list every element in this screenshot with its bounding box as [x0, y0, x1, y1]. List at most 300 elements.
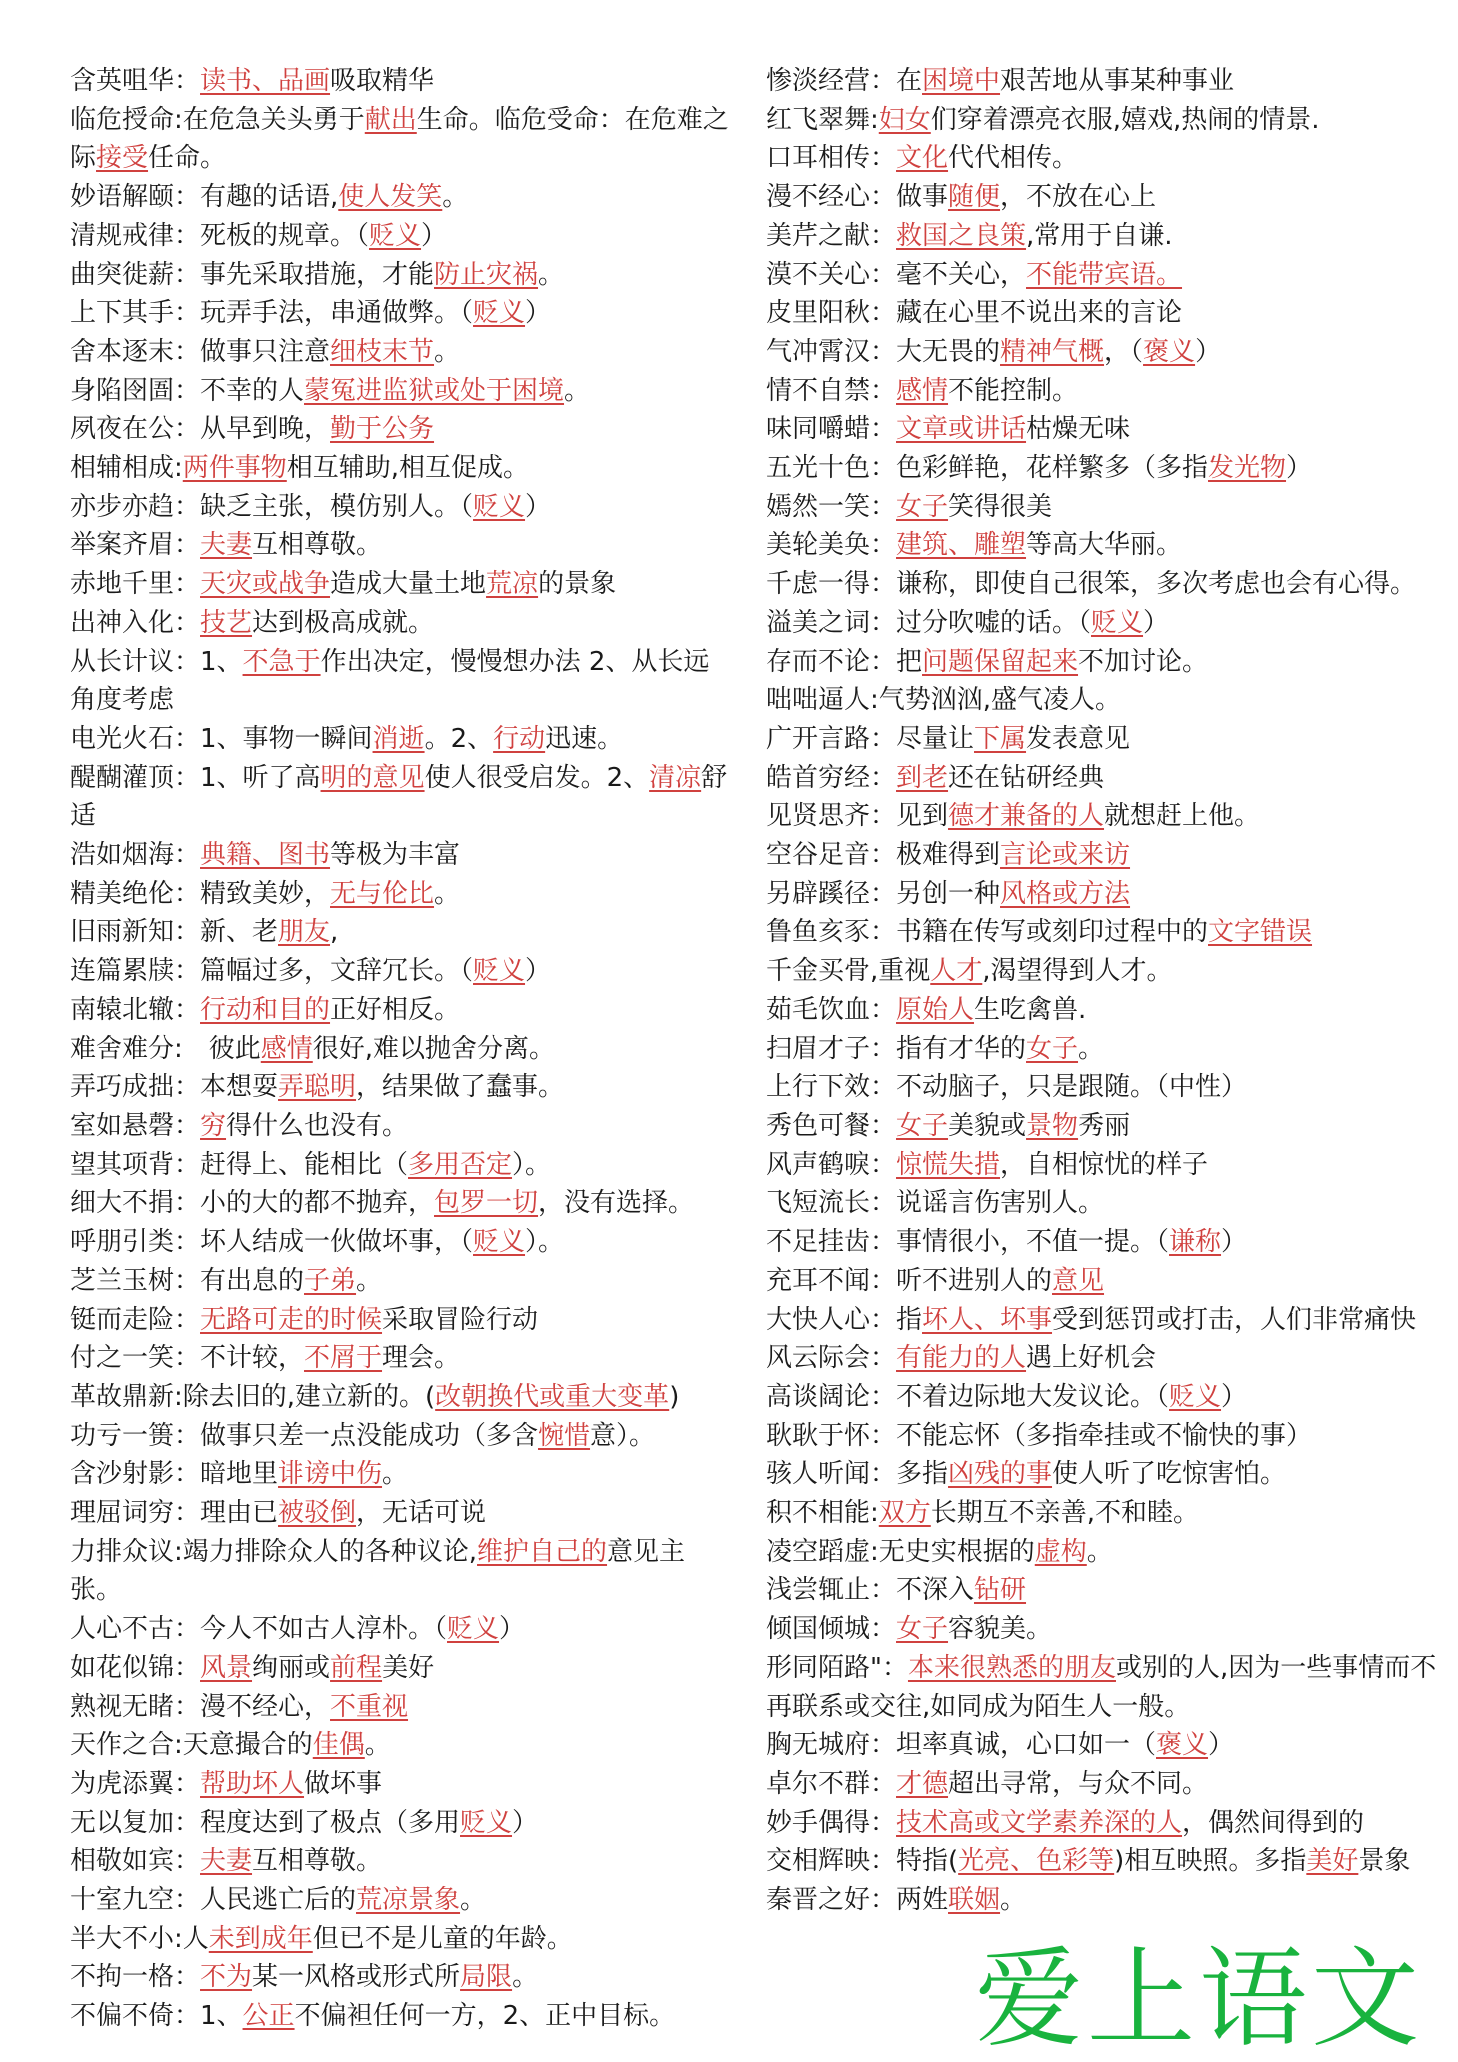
- idiom-entry: [766, 1339, 1438, 1378]
- entry-text: 出神入化：: [70, 607, 201, 638]
- idiom-entry: [766, 178, 1438, 217]
- entry-text: ): [669, 1381, 680, 1412]
- highlighted-keyword: 褒义: [1156, 1730, 1209, 1761]
- entry-text: ，偶然间得到的: [1182, 1807, 1365, 1838]
- entry-text: 气冲霄汉：大无畏的: [766, 336, 1001, 367]
- entry-text: 等极为丰富: [330, 840, 461, 871]
- idiom-entry: [766, 1417, 1438, 1456]
- highlighted-keyword: 贬义: [1169, 1381, 1222, 1412]
- entry-text: 但已不是儿童的年龄。: [312, 1923, 573, 1954]
- entry-text: 举案齐眉：: [70, 530, 201, 561]
- highlighted-keyword: 不为: [200, 1962, 253, 1993]
- highlighted-keyword: 贬义: [473, 956, 526, 987]
- idiom-entry: [70, 1068, 732, 1107]
- entry-text: ，不放在心上: [1000, 182, 1157, 213]
- entry-text: 赤地千里：: [70, 569, 201, 600]
- entry-text: ）: [525, 298, 552, 329]
- entry-text: 使人听了吃惊害怕。: [1052, 1459, 1287, 1490]
- idiom-entry: [766, 1184, 1438, 1223]
- entry-text: 五光十色：色彩鲜艳，花样繁多（多指: [766, 453, 1209, 484]
- entry-text: 秀丽: [1078, 1110, 1131, 1141]
- entry-text: 连篇累牍：篇幅过多，文辞冗长。（: [70, 956, 474, 987]
- entry-text: 人心不古：今人不如古人淳朴。（: [70, 1614, 448, 1645]
- highlighted-keyword: 文字错误: [1208, 917, 1313, 948]
- entry-text: 秦晋之好：两姓: [766, 1885, 949, 1916]
- idiom-entry: [766, 1494, 1438, 1533]
- idiom-entry: [70, 1997, 732, 2036]
- highlighted-keyword: 帮助坏人: [200, 1768, 305, 1799]
- highlighted-keyword: 行动: [493, 723, 546, 754]
- entry-text: 茹毛饮血：: [766, 994, 897, 1025]
- highlighted-keyword: 夫妻: [200, 1846, 253, 1877]
- idiom-entry: [70, 720, 732, 759]
- highlighted-keyword: 问题保留起来: [922, 646, 1079, 677]
- highlighted-keyword: 钻研: [974, 1575, 1027, 1606]
- entry-text: 铤而走险：: [70, 1304, 201, 1335]
- entry-text: 。: [442, 182, 469, 213]
- entry-text: 发表意见: [1026, 723, 1131, 754]
- entry-text: 千虑一得：谦称，即使自己很笨，多次考虑也会有心得。: [766, 569, 1417, 600]
- idiom-entry: [70, 1146, 732, 1185]
- entry-text: 们穿着漂亮衣服,嬉戏,热闹的情景.: [930, 104, 1320, 135]
- highlighted-keyword: 联姻: [948, 1885, 1001, 1916]
- entry-text: 理屈词穷：理由已: [70, 1498, 279, 1529]
- entry-text: 亦步亦趋：缺乏主张，模仿别人。（: [70, 491, 474, 522]
- entry-text: 互相尊敬。: [252, 1846, 383, 1877]
- highlighted-keyword: 不急于: [242, 646, 321, 677]
- entry-text: 为虎添翼：: [70, 1768, 201, 1799]
- idiom-entry: [70, 1223, 732, 1262]
- highlighted-keyword: 未到成年: [208, 1923, 313, 1954]
- idiom-entry: [766, 1146, 1438, 1185]
- highlighted-keyword: 无与伦比: [330, 878, 435, 909]
- highlighted-keyword: 细枝末节: [330, 336, 435, 367]
- entry-text: 充耳不闻：听不进别人的: [766, 1265, 1053, 1296]
- idiom-entry: [70, 1610, 732, 1649]
- entry-text: ，结果做了蠢事。: [356, 1072, 565, 1103]
- idiom-entry: [70, 1533, 732, 1610]
- idiom-entry: [766, 836, 1438, 875]
- idiom-entry: [766, 410, 1438, 449]
- entry-text: 半大不小:人: [70, 1923, 209, 1954]
- entry-text: 不拘一格：: [70, 1962, 201, 1993]
- entry-text: 细大不捐：小的大的都不抛弃，: [70, 1188, 435, 1219]
- highlighted-keyword: 意见: [1052, 1265, 1105, 1296]
- entry-text: 旧雨新知：新、老: [70, 917, 279, 948]
- highlighted-keyword: 多用否定: [408, 1149, 513, 1180]
- entry-text: )相互映照。多指: [1114, 1846, 1307, 1877]
- idiom-entry: [70, 1726, 732, 1765]
- entry-text: 力排众议:竭力排除众人的各种议论,: [70, 1536, 478, 1567]
- entry-text: 。: [434, 878, 461, 909]
- idiom-entry: [70, 1455, 732, 1494]
- entry-text: 。: [512, 1962, 539, 1993]
- entry-text: 无以复加：程度达到了极点（多用: [70, 1807, 461, 1838]
- idiom-entry: [70, 1842, 732, 1881]
- entry-text: 清规戒律：死板的规章。（: [70, 220, 370, 251]
- entry-text: 风声鹤唳：: [766, 1149, 897, 1180]
- entry-text: 。: [538, 259, 565, 290]
- highlighted-keyword: 不重视: [330, 1691, 409, 1722]
- highlighted-keyword: 贬义: [460, 1807, 513, 1838]
- entry-text: 采取冒险行动: [382, 1304, 539, 1335]
- highlighted-keyword: 典籍、图书: [200, 840, 331, 871]
- entry-text: ，无话可说: [356, 1498, 487, 1529]
- entry-text: 南辕北辙：: [70, 994, 201, 1025]
- highlighted-keyword: 随便: [948, 182, 1001, 213]
- entry-text: 咄咄逼人:气势汹汹,盛气凌人。: [766, 685, 1122, 716]
- entry-text: 含沙射影：暗地里: [70, 1459, 279, 1490]
- idiom-entry: [70, 565, 732, 604]
- idiom-entry: [766, 759, 1438, 798]
- idiom-entry: [70, 1417, 732, 1456]
- entry-text: 交相辉映：特指(: [766, 1846, 959, 1877]
- highlighted-keyword: 荒凉: [486, 569, 539, 600]
- entry-text: 空谷足音：极难得到: [766, 840, 1001, 871]
- entry-text: 。: [1078, 1033, 1105, 1064]
- entry-text: 的景象: [538, 569, 617, 600]
- entry-text: 代代相传。: [948, 143, 1079, 174]
- highlighted-keyword: 贬义: [473, 1227, 526, 1258]
- entry-text: 室如悬磬：: [70, 1110, 201, 1141]
- idiom-entry: [70, 643, 732, 720]
- entry-text: 红飞翠舞:: [766, 104, 879, 135]
- highlighted-keyword: 到老: [896, 762, 949, 793]
- entry-text: 溢美之词：过分吹嘘的话。（: [766, 607, 1092, 638]
- entry-text: 胸无城府：坦率真诚，心口如一（: [766, 1730, 1157, 1761]
- idiom-entry: [766, 1223, 1438, 1262]
- entry-text: 扫眉才子：指有才华的: [766, 1033, 1027, 1064]
- entry-text: 骇人听闻：多指: [766, 1459, 949, 1490]
- idiom-entry: [70, 410, 732, 449]
- idiom-entry: [766, 875, 1438, 914]
- idiom-entry: [766, 1262, 1438, 1301]
- entry-text: 意见主张。: [70, 1536, 686, 1606]
- entry-text: ）: [525, 491, 552, 522]
- entry-text: 弄巧成拙：本想耍: [70, 1072, 279, 1103]
- entry-text: 美貌或: [948, 1110, 1027, 1141]
- entry-text: 浅尝辄止：不深入: [766, 1575, 975, 1606]
- entry-text: 。2、: [424, 723, 494, 754]
- idiom-entry: [766, 681, 1438, 720]
- entry-text: ）: [1221, 1227, 1248, 1258]
- idiom-entry: [766, 1610, 1438, 1649]
- highlighted-keyword: 公正: [242, 2001, 295, 2032]
- idiom-entry: [766, 643, 1438, 682]
- highlighted-keyword: 惋惜: [538, 1420, 591, 1451]
- idiom-entry: [70, 1301, 732, 1340]
- entry-text: 受到惩罚或打击，人们非常痛快: [1052, 1304, 1417, 1335]
- idiom-entry: [70, 836, 732, 875]
- entry-text: 任命。: [148, 143, 227, 174]
- entry-text: 美好: [382, 1652, 435, 1683]
- entry-text: 等高大华丽。: [1026, 530, 1183, 561]
- entry-text: ）: [512, 1807, 539, 1838]
- entry-text: ）: [1208, 1730, 1235, 1761]
- entry-text: ，自相惊忧的样子: [1000, 1149, 1209, 1180]
- entry-text: 积不相能:: [766, 1498, 879, 1529]
- entry-text: 。: [1000, 1885, 1027, 1916]
- highlighted-keyword: 谦称: [1169, 1227, 1222, 1258]
- entry-text: 不偏袒任何一方，2、正中目标。: [294, 2001, 676, 2032]
- highlighted-keyword: 下属: [974, 723, 1027, 754]
- entry-text: ）: [1221, 1381, 1248, 1412]
- highlighted-keyword: 夫妻: [200, 530, 253, 561]
- highlighted-keyword: 德才兼备的人: [948, 801, 1105, 832]
- idiom-entry: [70, 952, 732, 991]
- idiom-entry: [70, 372, 732, 411]
- idiom-entry: [766, 1107, 1438, 1146]
- entry-text: 十室九空：人民逃亡后的: [70, 1885, 357, 1916]
- idiom-entry: [70, 256, 732, 295]
- entry-text: 做坏事: [304, 1768, 383, 1799]
- entry-text: ）: [421, 220, 448, 251]
- highlighted-keyword: 献出: [364, 104, 417, 135]
- highlighted-keyword: 困境中: [922, 66, 1001, 96]
- highlighted-keyword: 佳偶: [312, 1730, 365, 1761]
- entry-text: 付之一笑：不计较，: [70, 1343, 305, 1374]
- idiom-entry: [70, 62, 732, 101]
- idiom-entry: [766, 1571, 1438, 1610]
- highlighted-keyword: 消逝: [372, 723, 425, 754]
- entry-text: 见贤思齐：见到: [766, 801, 949, 832]
- idiom-entry: [766, 797, 1438, 836]
- entry-text: 嫣然一笑：: [766, 491, 897, 522]
- entry-text: 容貌美。: [948, 1614, 1053, 1645]
- entry-text: 如花似锦：: [70, 1652, 201, 1683]
- idiom-entry: [70, 101, 732, 178]
- entry-text: 长期互不亲善,不和睦。: [930, 1498, 1200, 1529]
- highlighted-keyword: 清凉: [649, 762, 702, 793]
- entry-text: 遇上好机会: [1026, 1343, 1157, 1374]
- highlighted-keyword: 感情: [260, 1033, 313, 1064]
- entry-text: 高谈阔论：不着边际地大发议论。（: [766, 1381, 1170, 1412]
- entry-text: 使人很受启发。2、: [424, 762, 650, 793]
- idiom-entry: [70, 1804, 732, 1843]
- entry-text: ）: [525, 956, 552, 987]
- entry-text: 景象: [1358, 1846, 1411, 1877]
- highlighted-keyword: 女子: [1026, 1033, 1079, 1064]
- entry-text: 惨淡经营：在: [766, 66, 923, 96]
- highlighted-keyword: 荒凉景象: [356, 1885, 461, 1916]
- entry-text: 相互辅助,相互促成。: [286, 453, 530, 484]
- entry-text: ）: [1286, 453, 1313, 484]
- entry-text: 存而不论：把: [766, 646, 923, 677]
- idiom-entry: [766, 952, 1438, 991]
- highlighted-keyword: 美好: [1306, 1846, 1359, 1877]
- entry-text: 某一风格或形式所: [252, 1962, 461, 1993]
- idiom-entry: [70, 1494, 732, 1533]
- idiom-entry: [766, 991, 1438, 1030]
- entry-text: 。: [564, 375, 591, 406]
- idiom-entry: [766, 1881, 1438, 1920]
- idiom-entry: [766, 62, 1438, 101]
- entry-text: 。: [356, 1265, 383, 1296]
- entry-text: 功亏一篑：做事只差一点没能成功（多含: [70, 1420, 539, 1451]
- idiom-entry: [766, 913, 1438, 952]
- idiom-entry: [70, 1688, 732, 1727]
- idiom-entry: [766, 333, 1438, 372]
- entry-text: 曲突徙薪：事先采取措施，才能: [70, 259, 435, 290]
- idiom-entry: [70, 1958, 732, 1997]
- entry-text: 倾国倾城：: [766, 1614, 897, 1645]
- highlighted-keyword: 子弟: [304, 1265, 357, 1296]
- highlighted-keyword: 精神气概: [1000, 336, 1105, 367]
- idiom-entry: [70, 1262, 732, 1301]
- idiom-entry: [766, 1378, 1438, 1417]
- entry-text: 临危授命:在危急关头勇于: [70, 104, 365, 135]
- entry-text: 不偏不倚：1、: [70, 2001, 243, 2032]
- idiom-entry: [70, 604, 732, 643]
- highlighted-keyword: 朋友: [278, 917, 331, 948]
- idiom-entry: [70, 1107, 732, 1146]
- highlighted-keyword: 光亮、色彩等: [958, 1846, 1115, 1877]
- entry-text: 互相尊敬。: [252, 530, 383, 561]
- highlighted-keyword: 技术高或文学素养深的人: [896, 1807, 1183, 1838]
- entry-text: 千金买骨,重视: [766, 956, 931, 987]
- highlighted-keyword: 无路可走的时候: [200, 1304, 383, 1335]
- idiom-entry: [70, 875, 732, 914]
- entry-text: 还在钻研经典: [948, 762, 1105, 793]
- entry-text: 妙语解颐：有趣的话语,: [70, 182, 339, 213]
- idiom-entry: [70, 294, 732, 333]
- idiom-list-right: [766, 62, 1438, 1920]
- entry-text: 很好,难以抛舍分离。: [312, 1033, 556, 1064]
- entry-text: ）: [1143, 607, 1170, 638]
- idiom-entry: [70, 1184, 732, 1223]
- highlighted-keyword: 才德: [896, 1768, 949, 1799]
- entry-text: 艰苦地从事某种事业: [1000, 66, 1235, 96]
- entry-text: ，没有选择。: [538, 1188, 695, 1219]
- entry-text: 皓首穷经：: [766, 762, 897, 793]
- entry-text: 精美绝伦：精致美妙，: [70, 878, 331, 909]
- highlighted-keyword: 褒义: [1143, 336, 1196, 367]
- entry-text: 妙手偶得：: [766, 1807, 897, 1838]
- highlighted-keyword: 原始人: [896, 994, 975, 1025]
- idiom-entry: [70, 1339, 732, 1378]
- entry-text: 枯燥无味: [1026, 414, 1131, 445]
- entry-text: 味同嚼蜡：: [766, 414, 897, 445]
- highlighted-keyword: 接受: [96, 143, 149, 174]
- entry-text: 生命。临危受命：在危难之际: [70, 104, 729, 174]
- entry-text: ,常用于自谦.: [1026, 220, 1173, 251]
- entry-text: ）。: [525, 1227, 565, 1258]
- idiom-entry: [766, 217, 1438, 256]
- idiom-entry: [766, 101, 1438, 140]
- entry-text: 正好相反。: [330, 994, 461, 1025]
- highlighted-keyword: 前程: [330, 1652, 383, 1683]
- entry-text: 。: [364, 1730, 391, 1761]
- highlighted-keyword: 两件事物: [182, 453, 287, 484]
- idiom-entry: [70, 217, 732, 256]
- entry-text: 形同陌路"：: [766, 1652, 908, 1683]
- highlighted-keyword: 局限: [460, 1962, 513, 1993]
- idiom-entry: [70, 1920, 732, 1959]
- entry-text: 作出决定，慢慢想办法 2、从长远角度考虑: [70, 646, 710, 716]
- idiom-entry: [766, 720, 1438, 759]
- entry-text: 浩如烟海：: [70, 840, 201, 871]
- entry-text: 从长计议：1、: [70, 646, 243, 677]
- entry-text: 吸取精华: [330, 66, 435, 96]
- highlighted-keyword: 技艺: [200, 607, 253, 638]
- entry-text: 。: [434, 336, 461, 367]
- idiom-entry: [70, 759, 732, 836]
- idiom-entry: [766, 1726, 1438, 1765]
- highlighted-keyword: 天灾或战争: [200, 569, 331, 600]
- entry-text: 得什么也没有。: [226, 1110, 409, 1141]
- idiom-entry: [70, 449, 732, 488]
- highlighted-keyword: 人才: [930, 956, 983, 987]
- entry-text: 造成大量土地: [330, 569, 487, 600]
- entry-text: 熟视无睹：漫不经心，: [70, 1691, 331, 1722]
- idiom-entry: [766, 1301, 1438, 1340]
- entry-text: 。: [1086, 1536, 1113, 1567]
- highlighted-keyword: 维护自己的: [477, 1536, 608, 1567]
- idiom-entry: [766, 526, 1438, 565]
- highlighted-keyword: 文化: [896, 143, 949, 174]
- idiom-entry: [766, 256, 1438, 295]
- entry-text: 广开言路：尽量让: [766, 723, 975, 754]
- idiom-entry: [70, 1030, 732, 1069]
- idiom-entry: [766, 139, 1438, 178]
- highlighted-keyword: 救国之良策: [896, 220, 1027, 251]
- idiom-entry: [70, 913, 732, 952]
- highlighted-keyword: 蒙冤进监狱或处于困境: [304, 375, 565, 406]
- entry-text: 电光火石：1、事物一瞬间: [70, 723, 373, 754]
- entry-text: 。: [460, 1885, 487, 1916]
- highlighted-keyword: 妇女: [878, 104, 931, 135]
- highlighted-keyword: 包罗一切: [434, 1188, 539, 1219]
- entry-text: 天作之合:天意撮合的: [70, 1730, 313, 1761]
- idiom-entry: [766, 488, 1438, 527]
- idiom-entry: [766, 1068, 1438, 1107]
- entry-text: 身陷囹圄：不幸的人: [70, 375, 305, 406]
- entry-text: 情不自禁：: [766, 375, 897, 406]
- entry-text: 舒适: [70, 762, 728, 832]
- idiom-entry: [766, 449, 1438, 488]
- entry-text: 美轮美奂：: [766, 530, 897, 561]
- highlighted-keyword: 建筑、雕塑: [896, 530, 1027, 561]
- entry-text: ,渴望得到人才。: [982, 956, 1173, 987]
- entry-text: 美芹之献：: [766, 220, 897, 251]
- idiom-entry: [70, 1378, 732, 1417]
- idiom-entry: [766, 1765, 1438, 1804]
- entry-text: 风云际会：: [766, 1343, 897, 1374]
- entry-text: 醍醐灌顶：1、听了高: [70, 762, 321, 793]
- highlighted-keyword: 女子: [896, 1614, 949, 1645]
- idiom-entry: [70, 1649, 732, 1688]
- idiom-entry: [766, 1455, 1438, 1494]
- idiom-entry: [70, 178, 732, 217]
- idiom-entry: [766, 294, 1438, 333]
- entry-text: ）。: [512, 1149, 552, 1180]
- entry-text: 难舍难分: 彼此: [70, 1033, 261, 1064]
- entry-text: 舍本逐末：做事只注意: [70, 336, 331, 367]
- idiom-entry: [766, 604, 1438, 643]
- idiom-entry: [70, 333, 732, 372]
- entry-text: 望其项背：赶得上、能相比（: [70, 1149, 409, 1180]
- entry-text: 革故鼎新:除去旧的,建立新的。(: [70, 1381, 436, 1412]
- highlighted-keyword: 景物: [1026, 1110, 1079, 1141]
- entry-text: 凌空蹈虚:无史实根据的: [766, 1536, 1035, 1567]
- highlighted-keyword: 读书、品画: [200, 66, 331, 96]
- entry-text: 超出寻常，与众不同。: [948, 1768, 1209, 1799]
- highlighted-keyword: 风景: [200, 1652, 253, 1683]
- entry-text: 不加讨论。: [1078, 646, 1209, 677]
- highlighted-keyword: 弄聪明: [278, 1072, 357, 1103]
- entry-text: 达到极高成就。: [252, 607, 435, 638]
- highlighted-keyword: 防止灾祸: [434, 259, 539, 290]
